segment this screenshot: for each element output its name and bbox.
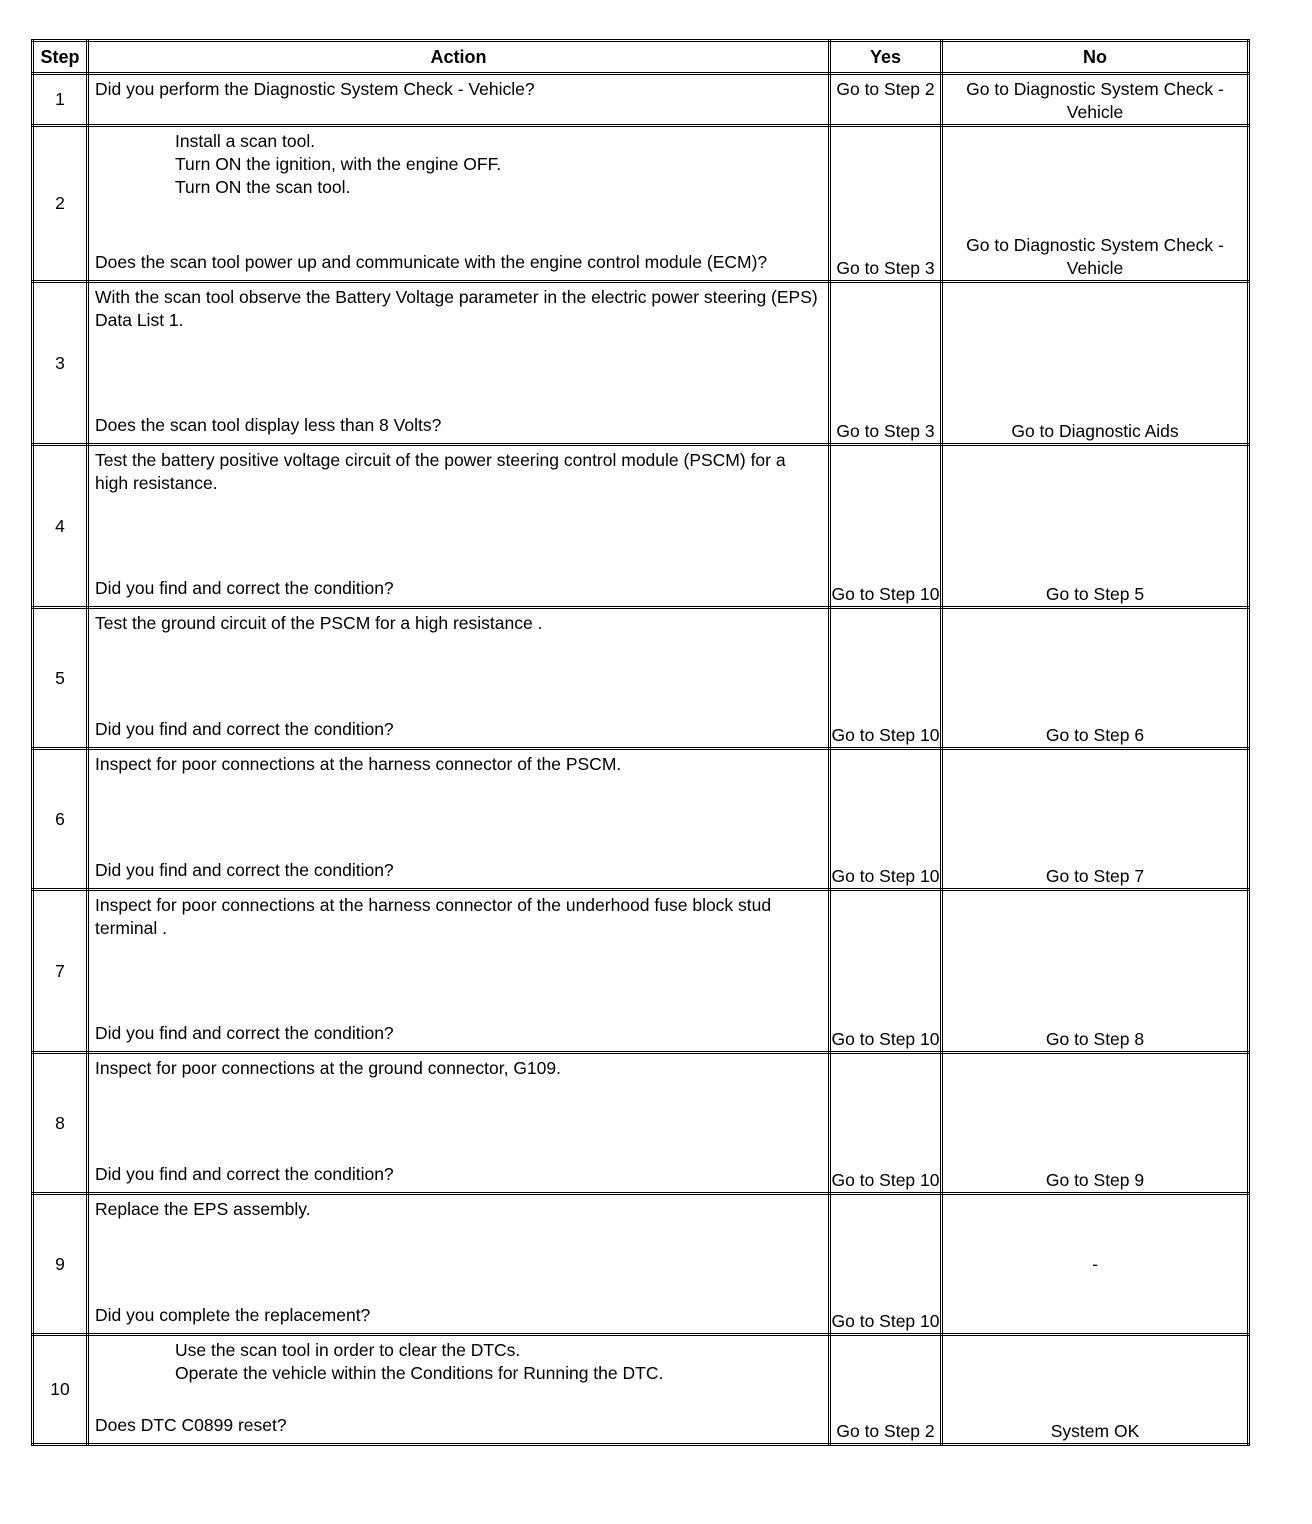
action-question: Did you find and correct the condition?	[95, 578, 394, 598]
instruction-line: With the scan tool observe the Battery Voltage parameter in the electric power steering (EPS) Data List 1.	[95, 287, 818, 330]
instruction-line: Operate the vehicle within the Conditions for Running the DTC.	[175, 1363, 664, 1383]
header-yes: Yes	[830, 41, 942, 74]
no-cell: System OK	[942, 1335, 1249, 1445]
step-number: 6	[33, 749, 88, 890]
instruction-line: Test the ground circuit of the PSCM for a high resistance .	[95, 613, 543, 633]
action-question: Did you perform the Diagnostic System Check - Vehicle?	[95, 79, 535, 99]
action-instructions	[95, 449, 822, 495]
step-number: 3	[33, 282, 88, 445]
action-cell	[88, 445, 830, 608]
table-row	[33, 890, 1249, 1053]
action-cell	[88, 1053, 830, 1194]
step-number: 1	[33, 74, 88, 126]
yes-cell: Go to Step 10	[830, 1053, 942, 1194]
step-number: 7	[33, 890, 88, 1053]
yes-cell: Go to Step 3	[830, 126, 942, 282]
table-row	[33, 1053, 1249, 1194]
step-number: 2	[33, 126, 88, 282]
yes-cell: Go to Step 10	[830, 445, 942, 608]
table-row	[33, 74, 1249, 126]
action-cell	[88, 1194, 830, 1335]
action-cell	[88, 749, 830, 890]
instruction-line: Use the scan tool in order to clear the DTCs.	[175, 1340, 521, 1360]
step-number: 8	[33, 1053, 88, 1194]
instruction-line: Turn ON the ignition, with the engine OFF.	[175, 154, 502, 174]
table-row	[33, 1194, 1249, 1335]
action-instructions	[95, 894, 822, 940]
yes-cell: Go to Step 3	[830, 282, 942, 445]
table-row	[33, 126, 1249, 282]
action-instructions	[95, 612, 822, 635]
instruction-line: Replace the EPS assembly.	[95, 1199, 311, 1219]
yes-cell: Go to Step 10	[830, 890, 942, 1053]
yes-cell: Go to Step 10	[830, 608, 942, 749]
no-cell: Go to Diagnostic Aids	[942, 282, 1249, 445]
action-question: Did you find and correct the condition?	[95, 860, 394, 880]
action-cell	[88, 608, 830, 749]
action-question: Did you find and correct the condition?	[95, 719, 394, 739]
table-row	[33, 608, 1249, 749]
action-instructions	[95, 1057, 822, 1080]
table-row	[33, 749, 1249, 890]
yes-cell: Go to Step 2	[830, 74, 942, 126]
no-cell: Go to Diagnostic System Check - Vehicle	[942, 74, 1249, 126]
table-body	[33, 74, 1249, 1445]
action-instructions	[95, 286, 822, 332]
diagnostic-table	[31, 39, 1250, 1446]
no-cell: Go to Diagnostic System Check - Vehicle	[942, 126, 1249, 282]
header-row	[33, 41, 1249, 74]
action-cell	[88, 74, 830, 126]
instruction-line: Turn ON the scan tool.	[175, 177, 351, 197]
table-row	[33, 445, 1249, 608]
action-instructions	[95, 1198, 822, 1221]
no-cell: Go to Step 6	[942, 608, 1249, 749]
table-row	[33, 282, 1249, 445]
no-cell: Go to Step 8	[942, 890, 1249, 1053]
header-step: Step	[33, 41, 88, 74]
yes-cell: Go to Step 10	[830, 1194, 942, 1335]
no-cell: Go to Step 9	[942, 1053, 1249, 1194]
instruction-line: Inspect for poor connections at the harness connector of the underhood fuse block stud terminal .	[95, 895, 772, 938]
instruction-line: Test the battery positive voltage circuit of the power steering control module (PSCM) for a high resistance.	[95, 450, 786, 493]
no-cell: Go to Step 7	[942, 749, 1249, 890]
action-question: Does the scan tool display less than 8 Volts?	[95, 415, 442, 435]
action-question: Did you find and correct the condition?	[95, 1164, 394, 1184]
header-action: Action	[88, 41, 830, 74]
action-instructions	[95, 130, 822, 199]
no-cell: Go to Step 5	[942, 445, 1249, 608]
header-no: No	[942, 41, 1249, 74]
no-cell: -	[942, 1194, 1249, 1335]
step-number: 10	[33, 1335, 88, 1445]
action-instructions	[95, 753, 822, 776]
action-question: Does the scan tool power up and communicate with the engine control module (ECM)?	[95, 252, 768, 272]
action-cell	[88, 1335, 830, 1445]
yes-cell: Go to Step 2	[830, 1335, 942, 1445]
step-number: 4	[33, 445, 88, 608]
table-row	[33, 1335, 1249, 1445]
instruction-line: Inspect for poor connections at the ground connector, G109.	[95, 1058, 561, 1078]
step-number: 9	[33, 1194, 88, 1335]
action-instructions	[95, 1339, 822, 1385]
yes-cell: Go to Step 10	[830, 749, 942, 890]
action-cell	[88, 126, 830, 282]
instruction-line: Install a scan tool.	[175, 131, 316, 151]
action-question: Does DTC C0899 reset?	[95, 1415, 287, 1435]
instruction-line: Inspect for poor connections at the harness connector of the PSCM.	[95, 754, 622, 774]
action-question: Did you find and correct the condition?	[95, 1023, 394, 1043]
action-question: Did you complete the replacement?	[95, 1305, 371, 1325]
action-cell	[88, 282, 830, 445]
step-number: 5	[33, 608, 88, 749]
action-cell	[88, 890, 830, 1053]
